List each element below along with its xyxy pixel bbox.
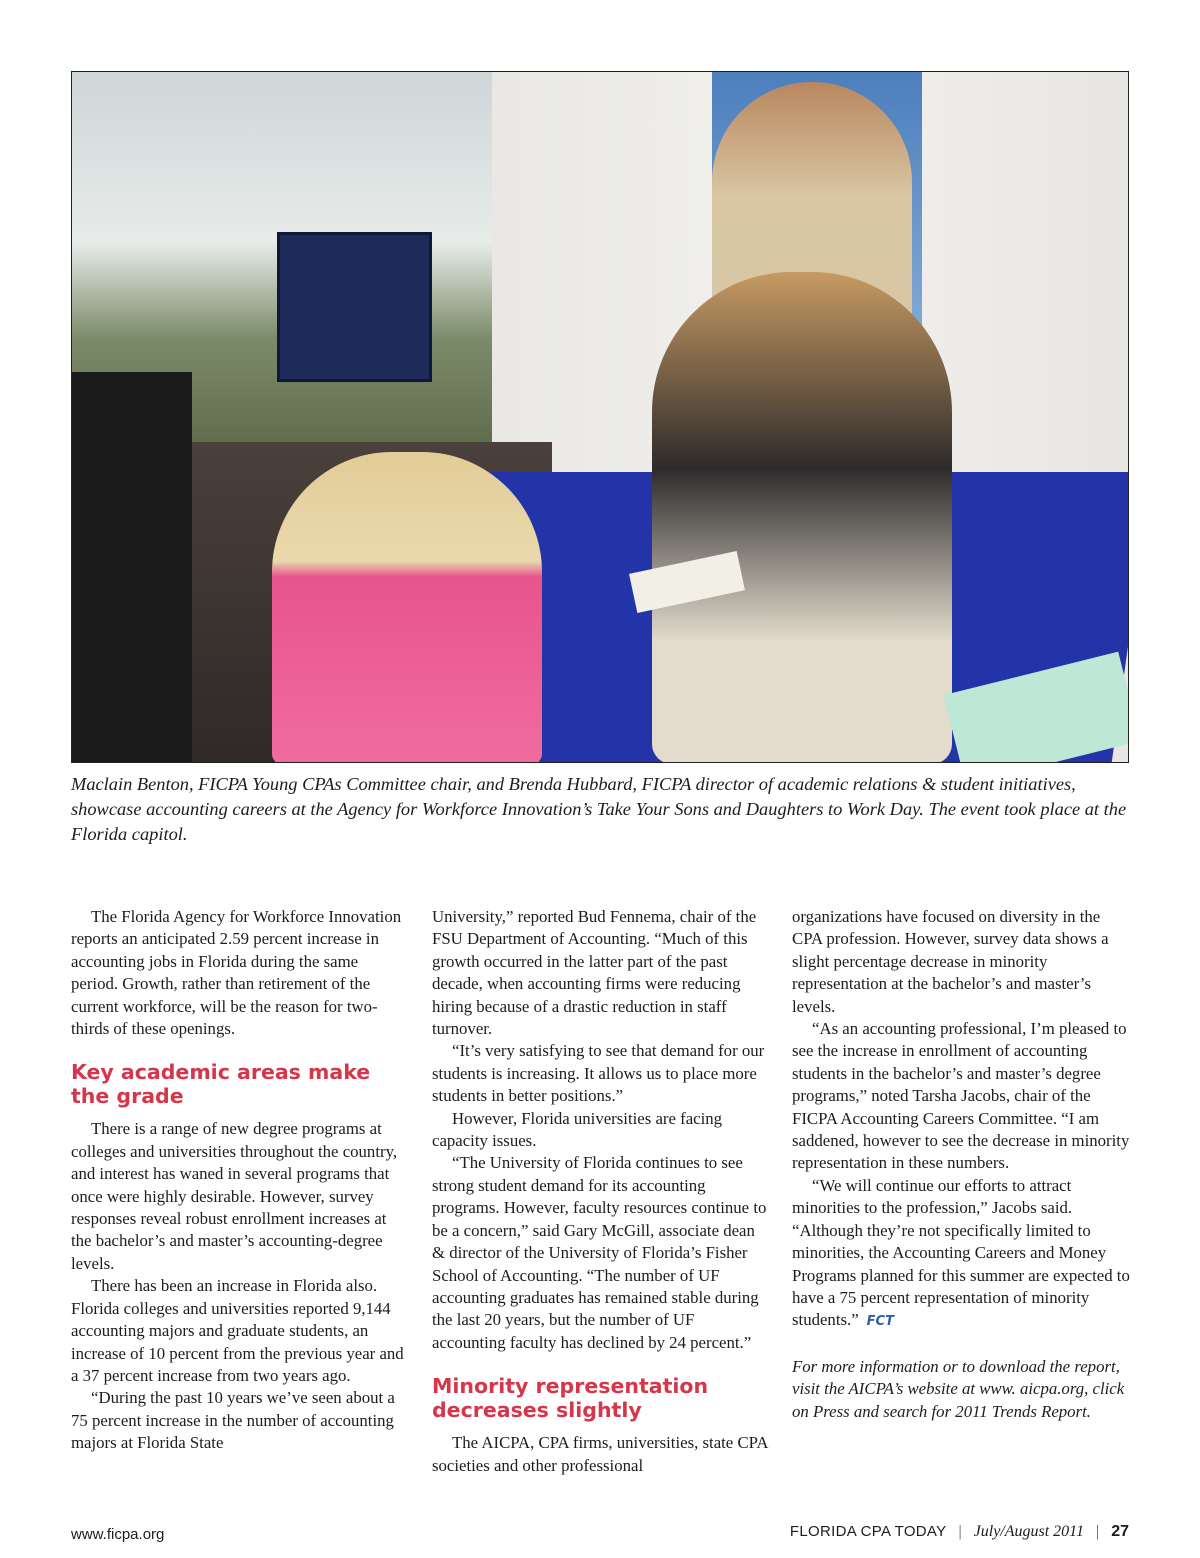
photo-display-board [277, 232, 432, 382]
photo-person-leaning [652, 272, 952, 763]
paragraph: The Florida Agency for Workforce Innovation reports an anticipated 2.59 percent increase in accounting jobs in Florida during the same period. Growth, rather than retirement of the current workforce, will be the reason for two-thirds of these openings. [71, 907, 402, 1039]
paragraph: There has been an increase in Florida also. Florida colleges and universities reported 9,144 accounting majors and graduate students, an increase of 10 percent from the previous year and a 37 percent increase from two years ago. [71, 1276, 404, 1385]
section-heading: Key academic areas make the grade [71, 1060, 371, 1109]
paragraph-text: “We will continue our efforts to attract minorities to the profession,” Jacobs said. “Although they’re not specifically limited to minorities, the Accounting Careers and Money Programs planned for this summer are expected to have a 75 percent representation of minority students.” [792, 1175, 1130, 1330]
footer-separator: | [958, 1523, 962, 1540]
section-heading: Minority representation decreases slightly [432, 1374, 709, 1423]
paragraph: There is a range of new degree programs at colleges and universities throughout the country, and interest has waned in several programs that once were highly desirable. However, survey responses reveal robust enrollment increases at the bachelor’s and master’s accounting-degree levels. [71, 1119, 398, 1273]
footer-website: www.ficpa.org [71, 1526, 165, 1543]
paragraph: “During the past 10 years we’ve seen about a 75 percent increase in the number of accounting majors at Florida State [71, 1388, 395, 1453]
paragraph: “The University of Florida continues to see strong student demand for its accounting programs. However, faculty resources continue to be a concern,” said Gary McGill, associate dean & director of the University of Florida’s Fisher School of Accounting. “The number of UF accounting graduates has remained stable during the last 20 years, but the number of UF accounting faculty has declined by 24 percent.” [432, 1153, 767, 1352]
paragraph: “As an accounting professional, I’m pleased to see the increase in enrollment of accounting students in the bachelor’s and master’s degree programs,” noted Tarsha Jacobs, chair of the FICPA Accounting Careers Committee. “I am saddened, however to see the decrease in minority representation in these numbers. [792, 1019, 1130, 1173]
column-1 [71, 906, 407, 1455]
footer-folio [790, 1523, 1129, 1541]
footer-magazine: FLORIDA CPA TODAY [789, 1523, 947, 1540]
end-mark: FCT [866, 1314, 894, 1330]
column-2 [432, 906, 770, 1477]
page-number: 27 [1111, 1523, 1129, 1540]
paragraph: “It’s very satisfying to see that demand for our students is increasing. It allows us to place more students in better positions.” [432, 1041, 765, 1106]
footer-separator: | [1096, 1523, 1100, 1540]
photo-child [272, 452, 542, 763]
paragraph: The AICPA, CPA firms, universities, state CPA societies and other professional [432, 1433, 768, 1475]
feature-photo [71, 71, 1129, 763]
paragraph: organizations have focused on diversity in the CPA profession. However, survey data shows a slight percentage decrease in minority representation at the bachelor’s and master’s levels. [792, 907, 1109, 1016]
photo-caption: Maclain Benton, FICPA Young CPAs Committee chair, and Brenda Hubbard, FICPA director of academic relations & student initiatives, showcase accounting careers at the Agency for Workforce Innovation’s Take Your Sons and Daughters to Work Day. The event took place at the Florida capitol. [71, 774, 1127, 844]
column-3 [792, 906, 1132, 1423]
paragraph: University,” reported Bud Fennema, chair of the FSU Department of Accounting. “Much of this growth occurred in the latter part of the past decade, when accounting firms were reducing hiring because of a drastic reduction in staff turnover. [432, 907, 757, 1039]
photo-left-table [72, 372, 192, 763]
paragraph [792, 1175, 1132, 1334]
footer-issue: July/August 2011 [973, 1523, 1084, 1540]
paragraph: However, Florida universities are facing capacity issues. [432, 1108, 723, 1151]
more-info-note: For more information or to download the report, visit the AICPA’s website at www. aicpa.org, click on Press and search for 2011 Trends Report. [792, 1356, 1125, 1421]
